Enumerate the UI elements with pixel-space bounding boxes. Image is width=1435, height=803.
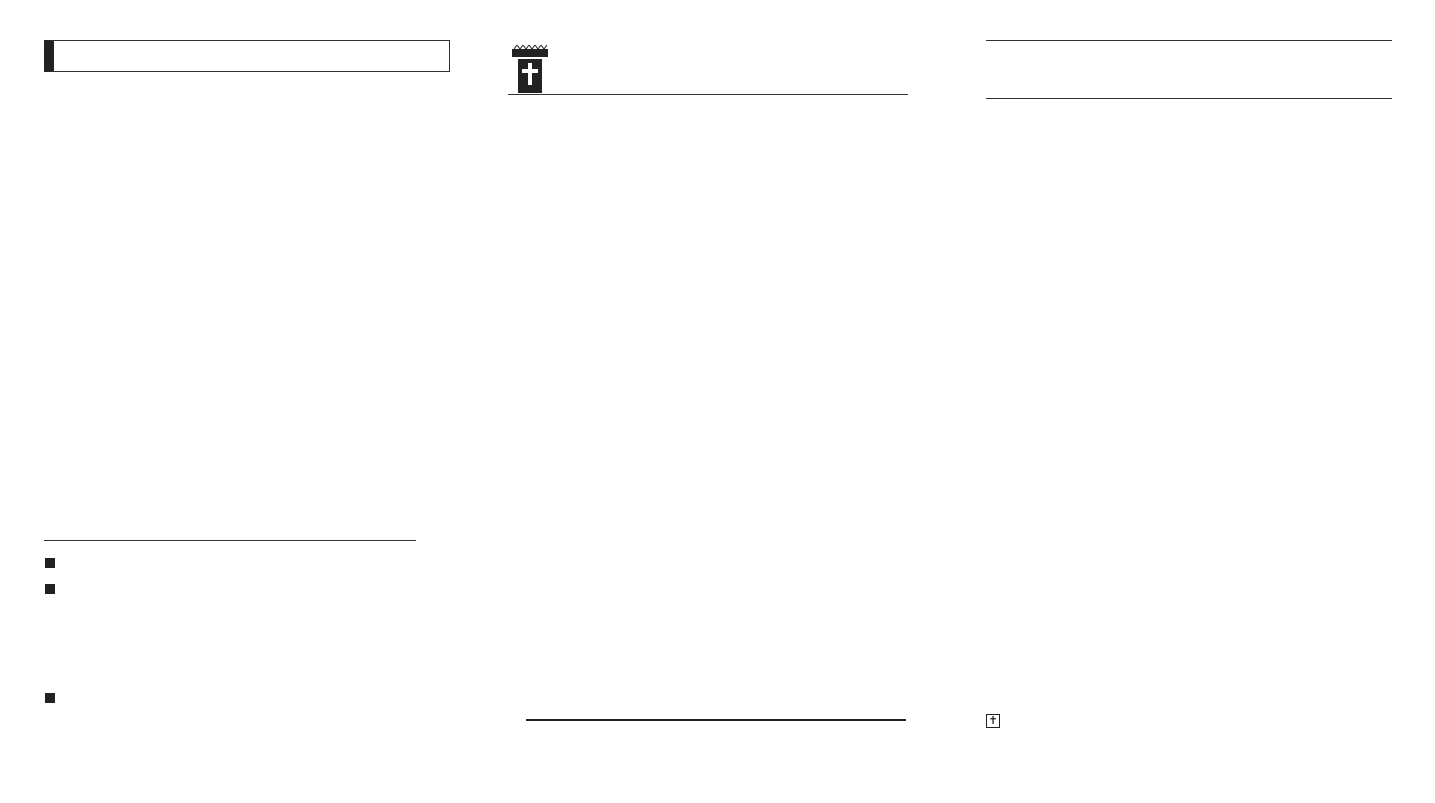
square-bullet-icon (45, 693, 55, 703)
divider (44, 540, 416, 541)
news-column (508, 0, 913, 803)
divider (508, 94, 908, 95)
part2-heading (45, 556, 61, 570)
wednesday-heading (45, 691, 61, 705)
square-bullet-icon (45, 584, 55, 594)
praise-heading (45, 582, 61, 596)
divider (986, 40, 1392, 41)
square-bullet-icon (45, 558, 55, 568)
study-column (982, 0, 1392, 803)
worship-column (40, 0, 420, 803)
meditation-verse (986, 712, 1392, 732)
divider (986, 98, 1392, 99)
worship-header (44, 40, 450, 72)
divider (526, 719, 906, 721)
cross-icon: ✝ (986, 714, 1000, 728)
church-logo-icon (510, 45, 550, 95)
